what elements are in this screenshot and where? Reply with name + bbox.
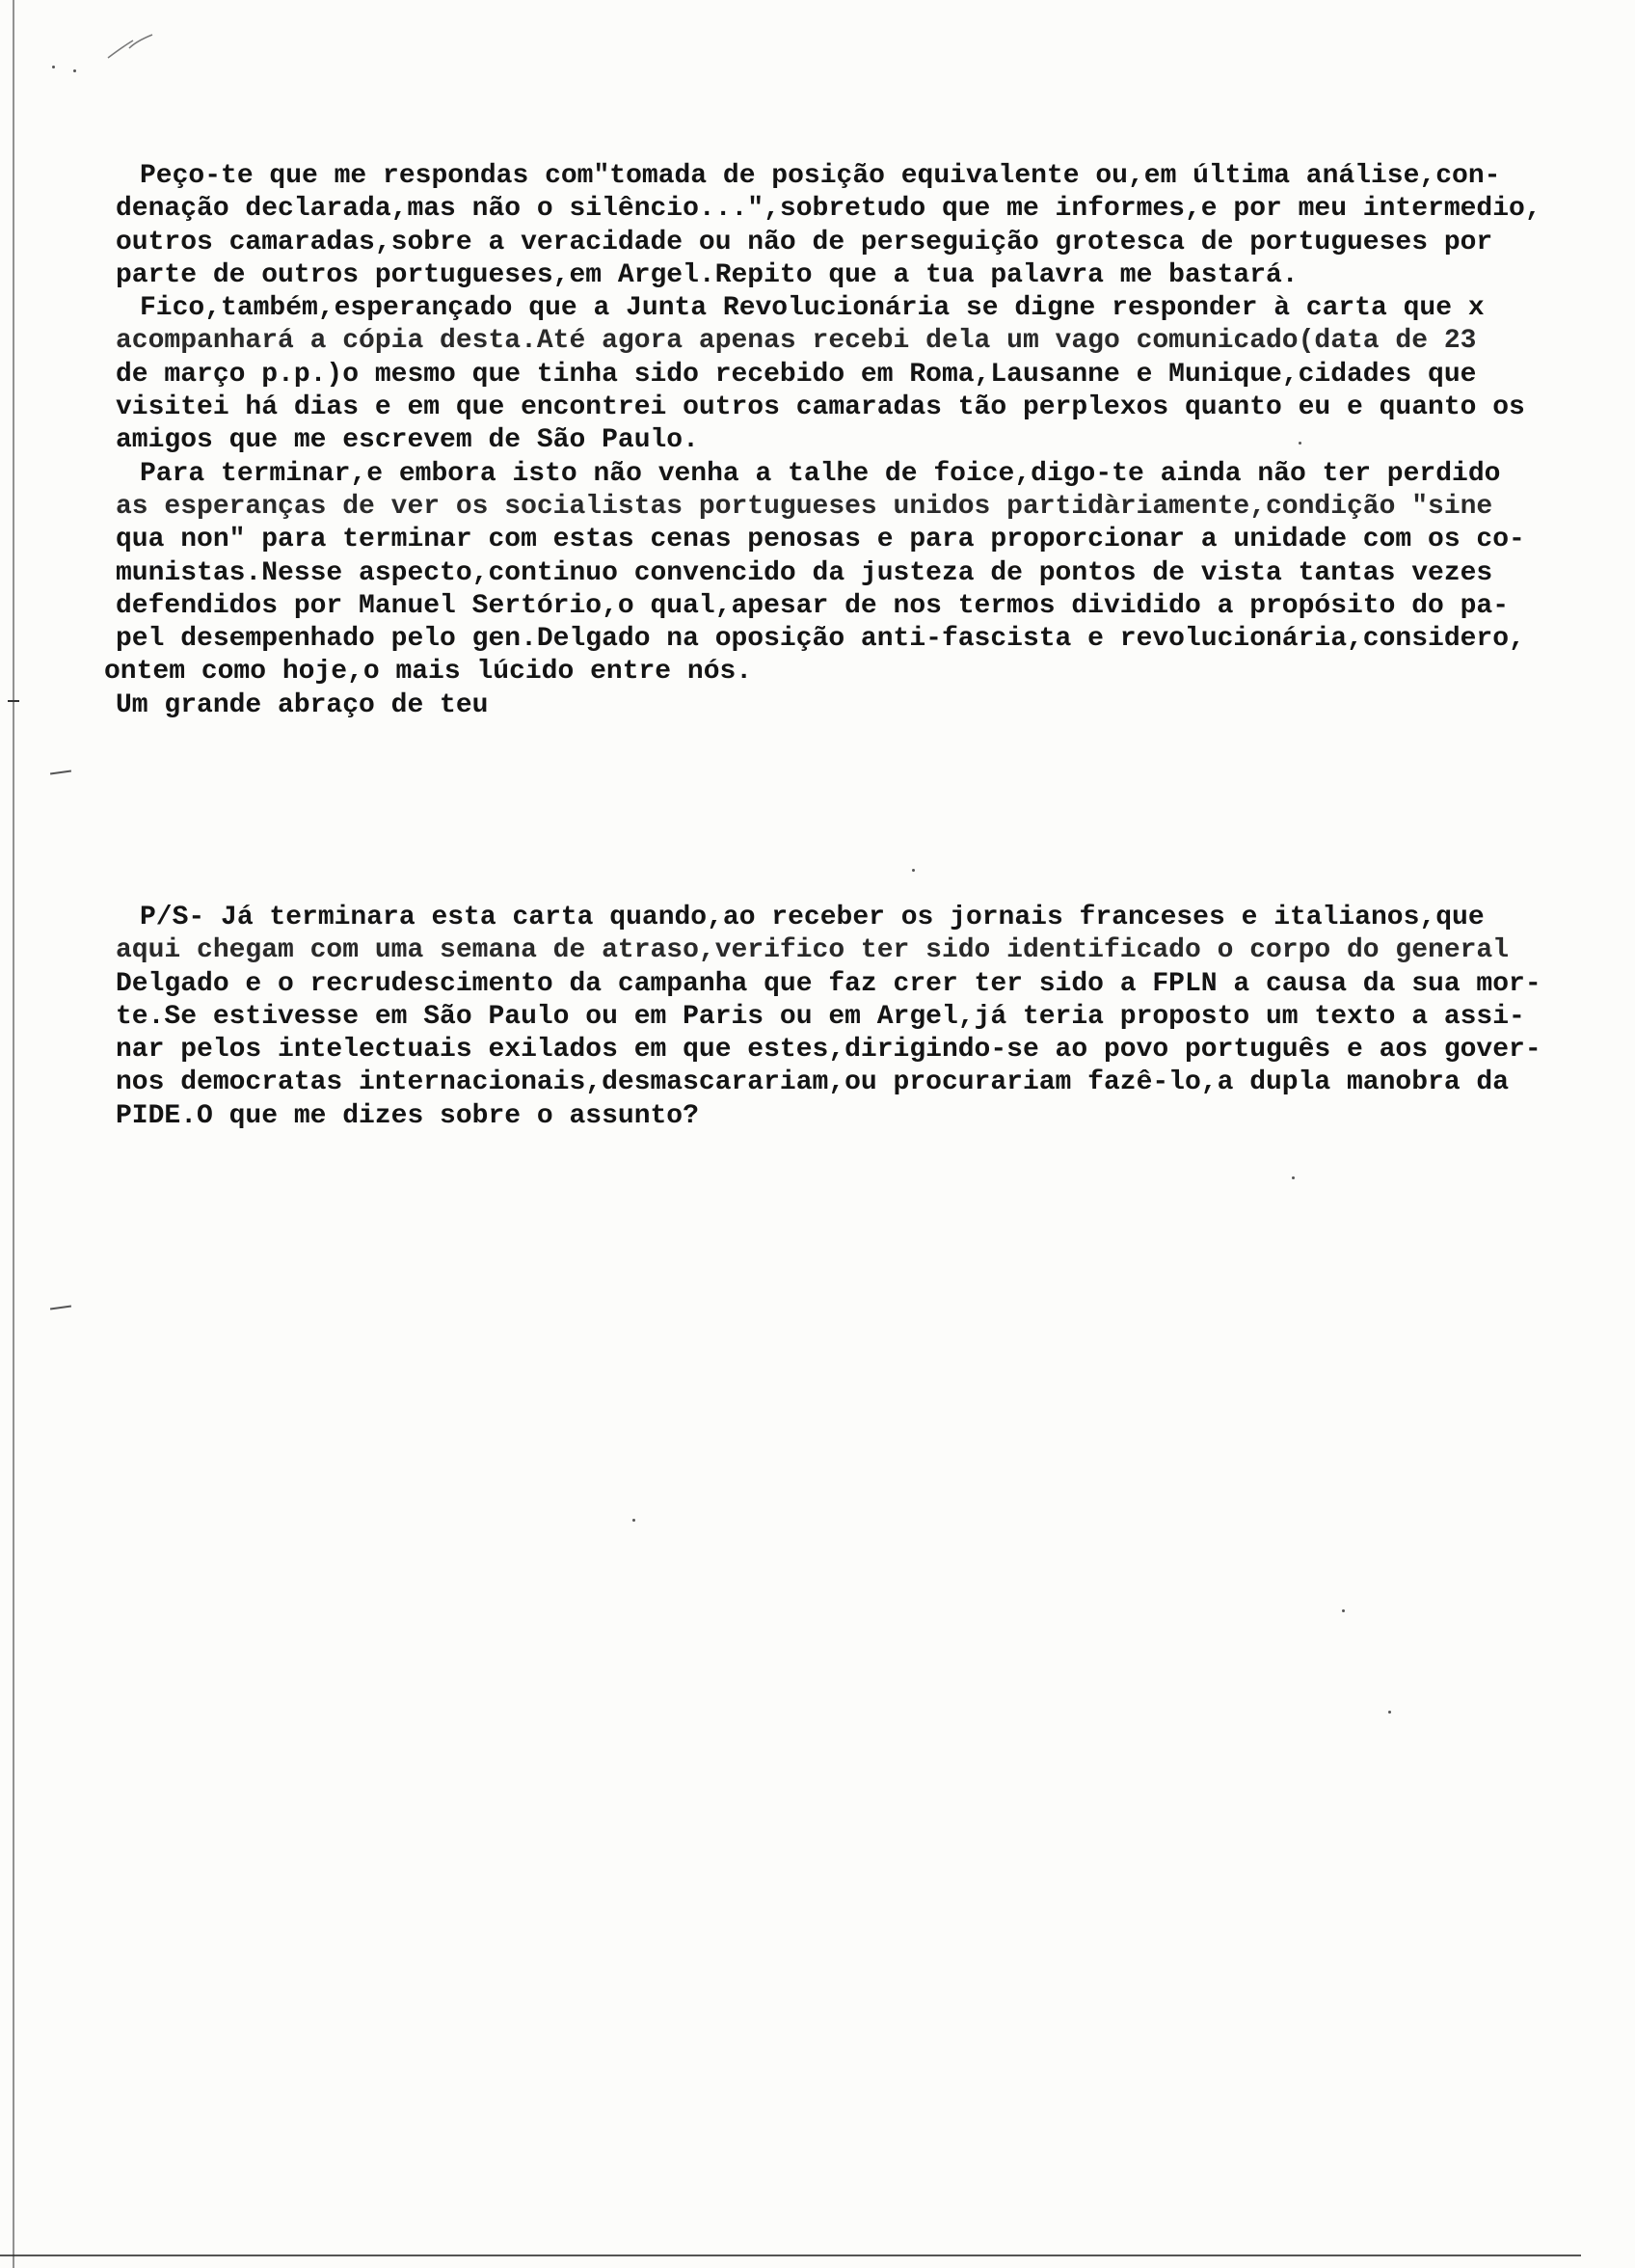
postscript-line-6: nos democratas internacionais,desmascarariam,ou procurariam fazê-lo,a dupla manobra da <box>116 1067 1510 1098</box>
speck <box>1292 1176 1295 1179</box>
body-line-5: Fico,também,esperançado que a Junta Revolucionária se digne responder à carta que x <box>140 293 1485 324</box>
letter-body <box>104 160 1600 722</box>
postscript-line-1: P/S- Já terminara esta carta quando,ao receber os jornais franceses e italianos,que <box>140 903 1485 932</box>
pen-scribble-mark <box>104 33 156 62</box>
postscript-line-2: aqui chegam com uma semana de atraso,verifico ter sido identificado o corpo do general <box>116 935 1510 966</box>
postscript-line-7: PIDE.O que me dizes sobre o assunto? <box>116 1100 699 1131</box>
postscript-line-5: nar pelos intelectuais exilados em que estes,dirigindo-se ao povo português e aos gover- <box>116 1035 1541 1066</box>
postscript <box>116 902 1600 1133</box>
body-line-16: ontem como hoje,o mais lúcido entre nós. <box>104 657 753 688</box>
speck <box>1342 1609 1345 1612</box>
body-line-10: Para terminar,e embora isto não venha a talhe de foice,digo-te ainda não ter perdido <box>140 458 1501 489</box>
body-line-8: visitei há dias e em que encontrei outros camaradas tão perplexos quanto eu e quanto os <box>116 392 1525 423</box>
body-line-3: outros camaradas,sobre a veracidade ou não de perseguição grotesca de portugueses por <box>116 227 1493 257</box>
margin-mark <box>50 1305 71 1310</box>
postscript-line-4: te.Se estivesse em São Paulo ou em Paris ou em Argel,já teria proposto um texto a assi- <box>116 1001 1525 1032</box>
body-line-1: Peço-te que me respondas com"tomada de posição equivalente ou,em última análise,con- <box>140 161 1501 191</box>
body-line-9: amigos que me escrevem de São Paulo. <box>116 425 699 456</box>
speck <box>52 66 55 68</box>
speck <box>912 869 915 872</box>
scan-left-edge <box>13 0 14 2268</box>
postscript-line-3: Delgado e o recrudescimento da campanha que faz crer ter sido a FPLN a causa da sua mor- <box>116 968 1541 999</box>
speck <box>632 1519 635 1522</box>
margin-mark <box>50 770 71 774</box>
scan-edge-tick <box>8 700 19 702</box>
body-line-2: denação declarada,mas não o silêncio...",sobretudo que me informes,e por meu intermedio, <box>116 194 1541 225</box>
body-line-4: parte de outros portugueses,em Argel.Repito que a tua palavra me bastará. <box>116 259 1299 290</box>
speck <box>73 69 76 72</box>
body-line-11: as esperanças de ver os socialistas portugueses unidos partidàriamente,condição "sine <box>116 491 1493 522</box>
body-line-7: de março p.p.)o mesmo que tinha sido recebido em Roma,Lausanne e Munique,cidades que <box>116 359 1477 390</box>
body-line-14: defendidos por Manuel Sertório,o qual,apesar de nos termos dividido a propósito do pa- <box>116 590 1510 621</box>
scan-bottom-edge <box>0 2254 1581 2256</box>
body-line-15: pel desempenhado pelo gen.Delgado na oposição anti-fascista e revolucionária,considero, <box>116 624 1525 655</box>
speck <box>1388 1711 1391 1714</box>
closing-line: Um grande abraço de teu <box>116 689 489 720</box>
body-line-13: munistas.Nesse aspecto,continuo convencido da justeza de pontos de vista tantas vezes <box>116 557 1493 588</box>
body-line-12: qua non" para terminar com estas cenas penosas e para proporcionar a unidade com os co- <box>116 525 1525 555</box>
body-line-6: acompanhará a cópia desta.Até agora apenas recebi dela um vago comunicado(data de 23 <box>116 326 1477 357</box>
